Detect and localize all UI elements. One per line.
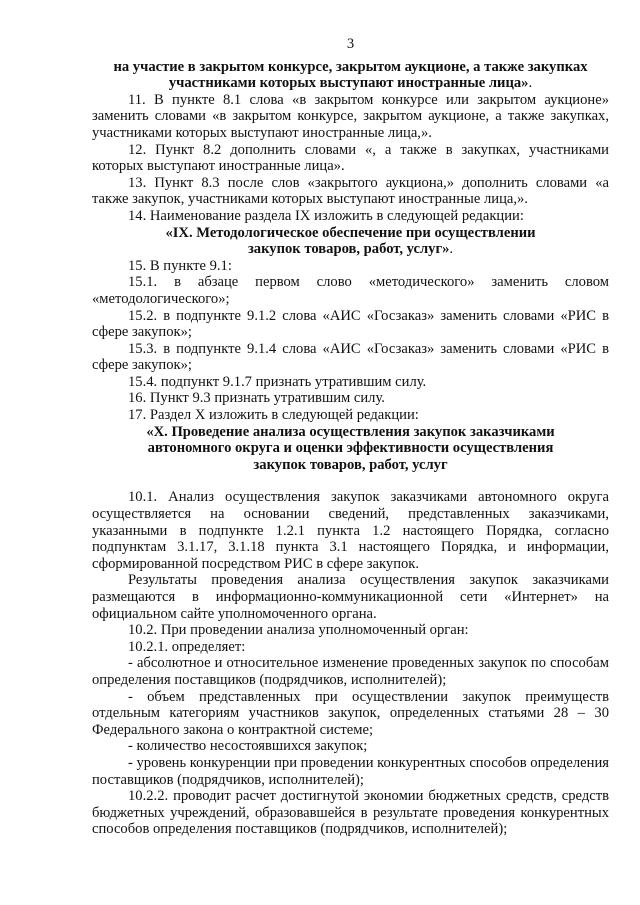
- top-bold-line-2-wrap: [92, 75, 609, 92]
- section-x-heading: [92, 424, 609, 474]
- top-bold-fragment: [92, 59, 609, 92]
- top-bold-line-2: участниками которых выступают иностранные лица»: [168, 75, 529, 92]
- dash-item-3: - количество несостоявшихся закупок;: [128, 738, 368, 755]
- section-ix-heading: [92, 225, 609, 258]
- paragraph-15-3: 15.3. в подпункте 9.1.4 слова «АИС «Госзаказ» заменить словами «РИС в сфере закупок»;: [92, 340, 609, 374]
- paragraph-11: 11. В пункте 8.1 слова «в закрытом конкурсе или закрытом аукционе» заменить словами «в закрытом конкурсе, закрытом аукционе, а также закупках, участниками которых выступают иностранные лица,».: [92, 91, 609, 141]
- top-bold-tail: .: [528, 75, 533, 92]
- top-bold-line-1: на участие в закрытом конкурсе, закрытом аукционе, а также закупках: [113, 58, 588, 75]
- paragraph-14: 14. Наименование раздела IX изложить в следующей редакции:: [128, 207, 524, 224]
- section-ix-heading-line-1: «IX. Методологическое обеспечение при осуществлении: [165, 224, 536, 241]
- paragraph-12: 12. Пункт 8.2 дополнить словами «, а также в закупках, участниками которых выступают иностранные лица».: [92, 141, 609, 175]
- paragraph-10-1-results: Результаты проведения анализа осуществления закупок заказчиками размещаются в информационно-коммуникационной сети «Интернет» на официальном сайте уполномоченного органа.: [92, 572, 609, 622]
- paragraph-10-2-2: 10.2.2. проводит расчет достигнутой экономии бюджетных средств, средств бюджетных учреждений, образовавшейся в результате проведения конкурентных способов определения поставщиков (подрядчиков, исполнителей);: [92, 788, 609, 838]
- section-x-heading-line-1: «X. Проведение анализа осуществления закупок заказчиками: [146, 423, 555, 440]
- document-body: [92, 36, 609, 838]
- paragraph-15-2: 15.2. в подпункте 9.1.2 слова «АИС «Госзаказ» заменить словами «РИС в сфере закупок»;: [92, 307, 609, 341]
- section-ix-heading-tail: .: [449, 241, 454, 258]
- paragraph-15-1: 15.1. в абзаце первом слово «методического» заменить словом «методологического»;: [92, 274, 609, 307]
- paragraph-13: 13. Пункт 8.3 после слов «закрытого аукциона,» дополнить словами «а также закупок, участниками которых выступают иностранные лица,».: [92, 174, 609, 208]
- dash-item-1: - абсолютное и относительное изменение проведенных закупок по способам определения поставщиков (подрядчиков, исполнителей);: [92, 655, 609, 688]
- section-x-heading-line-2: автономного округа и оценки эффективности осуществления: [147, 440, 554, 457]
- paragraph-16: 16. Пункт 9.3 признать утратившим силу.: [128, 390, 385, 407]
- paragraph-15-4: 15.4. подпункт 9.1.7 признать утратившим силу.: [128, 373, 427, 390]
- paragraph-10-2: 10.2. При проведении анализа уполномоченный орган:: [128, 622, 469, 639]
- paragraph-10-1: 10.1. Анализ осуществления закупок заказчиками автономного округа осуществляется на основании сведений, представленных заказчиками, указанными в подпункте 1.2.1 пункта 1.2 настоящего Порядка, согласно подпунктам 3.1.17, 3.1.18 пункта 3.1 настоящего Порядка, и информации, сформированной посредством РИС в сфере закупок.: [92, 489, 609, 572]
- section-ix-heading-line-2-wrap: [92, 241, 609, 258]
- paragraph-10-2-1: 10.2.1. определяет:: [128, 638, 246, 655]
- section-x-heading-line-3: закупок товаров, работ, услуг: [253, 456, 448, 473]
- paragraph-15: 15. В пункте 9.1:: [128, 257, 232, 274]
- heading-spacer: [92, 473, 609, 489]
- page-number: 3: [346, 36, 355, 52]
- dash-item-2: - объем представленных при осуществлении закупок преимуществ отдельным категориям участников закупок, определенных статьями 28 – 30 Федерального закона о контрактной системе;: [92, 688, 609, 738]
- dash-item-4: - уровень конкуренции при проведении конкурентных способов определения поставщиков (подрядчиков, исполнителей);: [92, 754, 609, 788]
- section-ix-heading-line-2: закупок товаров, работ, услуг»: [247, 241, 450, 258]
- paragraph-17: 17. Раздел X изложить в следующей редакции:: [128, 407, 419, 424]
